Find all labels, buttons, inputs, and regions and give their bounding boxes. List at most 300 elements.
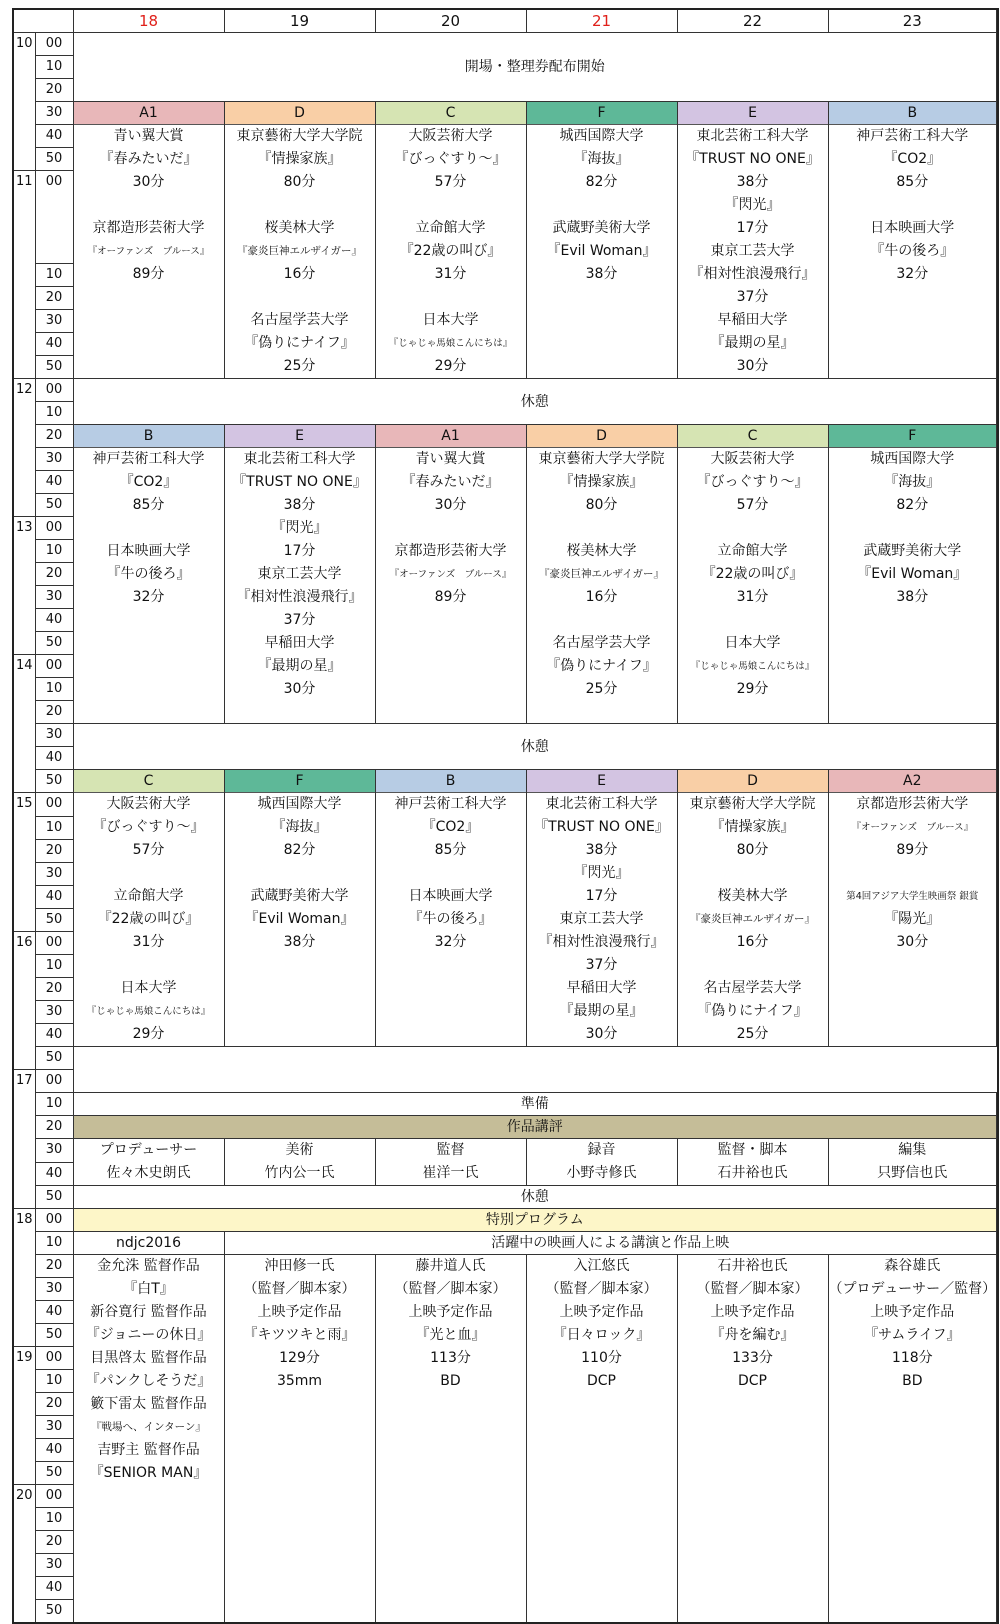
program-line: 57分 [736, 497, 769, 513]
program-line: 名古屋学芸大学 [552, 635, 651, 651]
program-block [375, 770, 526, 1047]
program-block [73, 425, 224, 724]
minute-label: 40 [35, 747, 73, 770]
program-line: 31分 [736, 589, 769, 605]
critic-name: 竹内公一氏 [264, 1165, 335, 1181]
program-line: 25分 [585, 681, 618, 697]
program-line: 『最期の星』 [559, 1003, 644, 1019]
program-line: 35mm [276, 1373, 323, 1389]
program-line: 『春みたいだ』 [99, 151, 198, 167]
program-line: 金允洙 監督作品 [97, 1258, 200, 1274]
program-line: 『Evil Woman』 [546, 243, 657, 259]
program-tag: A1 [74, 102, 224, 125]
program-line: （監督／脚本家） [545, 1281, 658, 1297]
program-line: 89分 [896, 842, 929, 858]
minute-label: 10 [35, 1370, 73, 1393]
program-line [829, 862, 997, 885]
program-tag: A1 [376, 425, 526, 448]
program-line: 30分 [434, 497, 467, 513]
critic-role: 監督・脚本 [717, 1142, 788, 1158]
program-line: 80分 [283, 174, 316, 190]
minute-label: 40 [35, 609, 73, 632]
minute-label: 00 [35, 793, 73, 817]
special-block [526, 1255, 677, 1624]
program-line: 東京藝術大学大学院 [689, 796, 816, 812]
program-line: 『Evil Woman』 [857, 566, 968, 582]
minute-label: 50 [35, 1462, 73, 1485]
program-line: 大阪芸術大学 [710, 451, 795, 467]
minute-label: 50 [35, 148, 73, 171]
program-line: 30分 [132, 174, 165, 190]
program-line: 日本大学 [422, 312, 479, 328]
program-line: 『相対性浪漫飛行』 [236, 589, 363, 605]
program-line: 32分 [896, 266, 929, 282]
critic-cell [375, 1139, 526, 1186]
minute-label: 10 [35, 264, 73, 287]
minute-label: 50 [35, 770, 73, 793]
critic-cell [828, 1139, 997, 1186]
program-line: 『情操家族』 [257, 151, 342, 167]
critic-name: 石井裕也氏 [717, 1165, 788, 1181]
schedule-table [12, 8, 999, 1624]
day-header: 18 [73, 9, 224, 33]
program-line: 『偽りにナイフ』 [546, 658, 657, 674]
program-tag: F [225, 770, 375, 793]
program-line: 『じゃじゃ馬娘こんにちは』 [86, 1006, 211, 1017]
program-line [225, 194, 375, 217]
program-line [74, 194, 224, 217]
program-line: 上映予定作品 [710, 1304, 795, 1320]
program-line: 85分 [896, 174, 929, 190]
program-line: 『偽りにナイフ』 [244, 335, 355, 351]
minute-label: 10 [35, 1508, 73, 1531]
program-line: 『最期の星』 [710, 335, 795, 351]
critique-banner: 作品講評 [73, 1116, 997, 1139]
program-line: 日本映画大学 [106, 543, 191, 559]
program-line: 25分 [736, 1026, 769, 1042]
program-line: 東京工芸大学 [559, 911, 644, 927]
minute-label: 30 [35, 862, 73, 885]
program-line: 57分 [132, 842, 165, 858]
program-line: 『びっぐすり〜』 [92, 819, 205, 835]
program-line: 『豪炎巨神エルザイガー』 [690, 913, 815, 925]
program-line: DCP [587, 1373, 616, 1389]
program-line: 『海抜』 [573, 151, 630, 167]
program-line: 神戸芸術工科大学 [856, 128, 969, 144]
program-line: 『オーファンズ ブルース』 [87, 246, 210, 257]
program-line: 『じゃじゃ馬娘こんにちは』 [388, 338, 513, 349]
critic-name: 只野信也氏 [877, 1165, 948, 1181]
program-line [376, 517, 526, 540]
program-line: 武蔵野美術大学 [863, 543, 962, 559]
program-line: 城西国際大学 [870, 451, 955, 467]
minute-label: 30 [35, 1416, 73, 1439]
minute-label: 00 [35, 1070, 73, 1093]
special-block [375, 1255, 526, 1624]
hour-label: 18 [13, 1209, 35, 1347]
minute-label: 00 [35, 1485, 73, 1508]
program-line: 上映予定作品 [257, 1304, 342, 1320]
minute-label: 50 [35, 632, 73, 655]
critic-role: 美術 [285, 1142, 314, 1158]
minute-label: 50 [35, 1600, 73, 1624]
program-line: 80分 [585, 497, 618, 513]
minute-label: 10 [35, 955, 73, 978]
program-line [678, 862, 828, 885]
program-block [224, 425, 375, 724]
program-line: 『TRUST NO ONE』 [685, 151, 820, 167]
program-line: 城西国際大学 [257, 796, 342, 812]
program-line: 早稲田大学 [264, 635, 335, 651]
minute-label: 20 [35, 287, 73, 310]
program-line: 16分 [283, 266, 316, 282]
lecture-banner: 活躍中の映画人による講演と作品上映 [224, 1232, 997, 1255]
program-tag: C [678, 425, 828, 448]
program-block [526, 770, 677, 1047]
minute-label: 20 [35, 1393, 73, 1416]
program-line: 82分 [585, 174, 618, 190]
program-line: 37分 [585, 957, 618, 973]
critic-role: プロデューサー [99, 1142, 198, 1158]
program-line: 『CO2』 [119, 474, 178, 490]
program-line: 『キツツキと雨』 [243, 1327, 356, 1343]
program-line: （プロデューサー／監督） [828, 1281, 997, 1297]
day-header: 22 [677, 9, 828, 33]
hour-label: 20 [13, 1485, 35, 1624]
program-line: 『びっぐすり〜』 [394, 151, 507, 167]
program-line: 118分 [891, 1350, 933, 1366]
program-line: 『サムライフ』 [864, 1327, 961, 1343]
minute-label: 50 [35, 356, 73, 379]
empty-row [997, 1577, 999, 1624]
program-line: 森谷雄氏 [884, 1258, 941, 1274]
special-banner: 特別プログラム [73, 1209, 997, 1232]
program-line: 『びっぐすり〜』 [696, 474, 809, 490]
minute-label: 20 [35, 425, 73, 448]
program-line: 『相対性浪漫飛行』 [689, 266, 816, 282]
program-line: 『牛の後ろ』 [408, 911, 493, 927]
program-block [828, 770, 997, 1047]
program-line: 『戦場へ、インターン』 [91, 1421, 206, 1433]
program-line: 『情操家族』 [559, 474, 644, 490]
program-line: 31分 [132, 934, 165, 950]
program-line: 上映予定作品 [408, 1304, 493, 1320]
critic-cell [224, 1139, 375, 1186]
critic-name: 崔洋一氏 [422, 1165, 479, 1181]
day-header: 19 [224, 9, 375, 33]
program-line: 日本映画大学 [870, 220, 955, 236]
program-line: 57分 [434, 174, 467, 190]
program-line: 『偽りにナイフ』 [697, 1003, 808, 1019]
program-line: 29分 [434, 358, 467, 374]
program-line: （監督／脚本家） [243, 1281, 356, 1297]
special-block [73, 1255, 224, 1624]
program-line: 38分 [283, 934, 316, 950]
program-line: 早稲田大学 [566, 980, 637, 996]
minute-label: 30 [35, 448, 73, 471]
program-line: 名古屋学芸大学 [703, 980, 802, 996]
minute-label: 40 [35, 1162, 73, 1186]
program-line: 17分 [736, 220, 769, 236]
program-line: 青い翼大賞 [415, 451, 486, 467]
program-block [828, 425, 997, 724]
program-tag: B [376, 770, 526, 793]
minute-label: 30 [35, 1554, 73, 1577]
program-line: 『白T』 [123, 1281, 174, 1297]
program-line [678, 609, 828, 632]
program-line: 東北芸術工科大学 [243, 451, 356, 467]
hour-label: 12 [13, 379, 35, 517]
program-line: 『豪炎巨神エルザイガー』 [539, 568, 664, 580]
program-line: 17分 [585, 888, 618, 904]
program-line: 日本映画大学 [408, 888, 493, 904]
program-line: 『牛の後ろ』 [870, 243, 955, 259]
program-line: 『最期の星』 [257, 658, 342, 674]
program-line [829, 517, 997, 540]
minute-label: 30 [35, 1278, 73, 1301]
program-line: 16分 [736, 934, 769, 950]
program-line: 29分 [132, 1026, 165, 1042]
program-line: 133分 [732, 1350, 773, 1366]
program-tag: E [225, 425, 375, 448]
minute-label: 20 [35, 978, 73, 1001]
minute-label: 20 [35, 1116, 73, 1139]
minute-label: 20 [35, 1255, 73, 1278]
program-line: 29分 [736, 681, 769, 697]
program-line: 『Evil Woman』 [244, 911, 355, 927]
program-line: 上映予定作品 [559, 1304, 644, 1320]
program-line: 30分 [736, 358, 769, 374]
program-line: 『春みたいだ』 [401, 474, 500, 490]
minute-label: 30 [35, 1001, 73, 1024]
program-tag: A2 [829, 770, 997, 793]
program-line: 『閃光』 [271, 520, 328, 536]
hour-label: 10 [13, 33, 35, 171]
program-block [828, 102, 997, 379]
corner-cell [13, 9, 73, 33]
minute-label: 00 [35, 33, 73, 56]
program-line: 32分 [434, 934, 467, 950]
program-line: 『SENIOR MAN』 [89, 1465, 208, 1481]
program-line: 『TRUST NO ONE』 [232, 474, 367, 490]
minute-label: 10 [35, 1093, 73, 1116]
program-line: 『豪炎巨神エルザイガー』 [237, 245, 362, 257]
program-line: 37分 [283, 612, 316, 628]
program-line: 日本大学 [724, 635, 781, 651]
minute-label: 00 [35, 379, 73, 402]
minute-label: 40 [35, 1024, 73, 1047]
program-line: 神戸芸術工科大学 [394, 796, 507, 812]
program-line [829, 194, 997, 217]
program-line: 『光と血』 [415, 1327, 486, 1343]
program-line: 桜美林大学 [717, 888, 788, 904]
program-line [225, 286, 375, 309]
program-line: 目黒啓太 監督作品 [90, 1350, 207, 1366]
program-tag: D [527, 425, 677, 448]
minute-label: 50 [35, 1186, 73, 1209]
program-line: 東北芸術工科大学 [696, 128, 809, 144]
minute-label: 00 [35, 171, 73, 264]
program-line: （監督／脚本家） [696, 1281, 809, 1297]
program-line: 129分 [279, 1350, 320, 1366]
ndjc-label: ndjc2016 [73, 1232, 224, 1255]
program-block [224, 102, 375, 379]
program-line: 立命館大学 [717, 543, 788, 559]
day-header: 23 [828, 9, 997, 33]
program-line: 『情操家族』 [710, 819, 795, 835]
program-line [376, 194, 526, 217]
program-line [376, 862, 526, 885]
program-line: 『相対性浪漫飛行』 [538, 934, 665, 950]
program-line [527, 609, 677, 632]
program-tag: E [678, 102, 828, 125]
minute-label: 50 [35, 1324, 73, 1347]
program-line: 第4回アジア大学生映画祭 銀賞 [846, 891, 979, 902]
program-line [527, 194, 677, 217]
program-line [527, 517, 677, 540]
minute-label: 30 [35, 724, 73, 747]
minute-label: 00 [35, 517, 73, 540]
program-line: 『じゃじゃ馬娘こんにちは』 [690, 661, 815, 672]
program-line: 『TRUST NO ONE』 [534, 819, 669, 835]
minute-label: 30 [35, 1139, 73, 1163]
program-line: 『日々ロック』 [552, 1327, 651, 1343]
minute-label: 20 [35, 1531, 73, 1554]
minute-label: 00 [35, 931, 73, 955]
program-line: 『陽光』 [884, 911, 941, 927]
program-line: 東京藝術大学大学院 [236, 128, 363, 144]
program-line: 『海抜』 [884, 474, 941, 490]
program-line: 京都造形芸術大学 [856, 796, 969, 812]
hour-label: 19 [13, 1347, 35, 1485]
program-line: 新谷寛行 監督作品 [90, 1304, 207, 1320]
hour-label: 14 [13, 655, 35, 793]
hour-label: 15 [13, 793, 35, 932]
program-tag: F [527, 102, 677, 125]
critic-cell [677, 1139, 828, 1186]
hour-label: 11 [13, 171, 35, 379]
program-line: 『CO2』 [883, 151, 942, 167]
minute-label: 10 [35, 540, 73, 563]
hour-label: 16 [13, 931, 35, 1070]
program-line: 大阪芸術大学 [106, 796, 191, 812]
program-tag: C [74, 770, 224, 793]
program-line: 82分 [283, 842, 316, 858]
program-line: 沖田修一氏 [264, 1258, 335, 1274]
minute-label: 00 [35, 655, 73, 678]
program-tag: B [829, 102, 997, 125]
minute-label: 50 [35, 908, 73, 931]
program-line: 30分 [896, 934, 929, 950]
open-banner: 開場・整理券配布開始 [73, 33, 997, 102]
minute-label: 40 [35, 471, 73, 494]
minute-label: 50 [35, 494, 73, 517]
program-block [224, 770, 375, 1047]
break-banner: 休憩 [73, 379, 997, 425]
program-line: 『海抜』 [271, 819, 328, 835]
program-line: 38分 [736, 174, 769, 190]
critic-cell [526, 1139, 677, 1186]
program-line [74, 954, 224, 977]
minute-label: 40 [35, 333, 73, 356]
minute-label: 10 [35, 402, 73, 425]
program-line: 『閃光』 [724, 197, 781, 213]
program-line: 89分 [434, 589, 467, 605]
program-line: 『オーファンズ ブルース』 [851, 822, 974, 833]
program-line: DCP [738, 1373, 767, 1389]
program-line [74, 517, 224, 540]
program-line: 25分 [283, 358, 316, 374]
program-line: 籔下雷太 監督作品 [90, 1396, 207, 1412]
program-block [375, 102, 526, 379]
program-line: 113分 [430, 1350, 471, 1366]
program-line [678, 954, 828, 977]
minute-label: 40 [35, 1577, 73, 1600]
program-line: 東京工芸大学 [710, 243, 795, 259]
program-line: 82分 [896, 497, 929, 513]
program-line [678, 517, 828, 540]
program-line: 31分 [434, 266, 467, 282]
hour-label: 17 [13, 1070, 35, 1209]
minute-label: 40 [35, 885, 73, 908]
program-line: 『22歳の叫び』 [97, 911, 200, 927]
program-line: 30分 [283, 681, 316, 697]
minute-label: 30 [35, 310, 73, 333]
program-line: 『閃光』 [573, 865, 630, 881]
program-line: 85分 [132, 497, 165, 513]
program-line: 『オーファンズ ブルース』 [389, 569, 512, 580]
minute-label: 20 [35, 79, 73, 102]
hour-label: 13 [13, 517, 35, 655]
minute-label: 20 [35, 701, 73, 724]
program-line: 吉野主 監督作品 [97, 1442, 200, 1458]
program-line: 武蔵野美術大学 [552, 220, 651, 236]
program-line: （監督／脚本家） [394, 1281, 507, 1297]
program-line: 桜美林大学 [566, 543, 637, 559]
program-tag: F [829, 425, 997, 448]
program-block [677, 102, 828, 379]
minute-label: 10 [35, 816, 73, 839]
prep-banner: 準備 [73, 1093, 997, 1116]
program-block [526, 425, 677, 724]
program-line: 大阪芸術大学 [408, 128, 493, 144]
program-line: 38分 [585, 842, 618, 858]
program-block [526, 102, 677, 379]
program-line: BD [902, 1373, 923, 1389]
program-line: 武蔵野美術大学 [250, 888, 349, 904]
program-line: 石井裕也氏 [717, 1258, 788, 1274]
day-header: 21 [526, 9, 677, 33]
program-line: 入江悠氏 [573, 1258, 630, 1274]
program-line: 37分 [736, 289, 769, 305]
program-line: 『牛の後ろ』 [106, 566, 191, 582]
program-line: 立命館大学 [415, 220, 486, 236]
program-line: 名古屋学芸大学 [250, 312, 349, 328]
program-block [73, 770, 224, 1047]
program-line [74, 862, 224, 885]
program-tag: D [678, 770, 828, 793]
program-line: 『22歳の叫び』 [399, 243, 502, 259]
program-line: 30分 [585, 1026, 618, 1042]
program-line: 上映予定作品 [870, 1304, 955, 1320]
special-block [224, 1255, 375, 1624]
special-block [828, 1255, 997, 1624]
program-tag: E [527, 770, 677, 793]
minute-label: 30 [35, 586, 73, 609]
program-line: 『CO2』 [421, 819, 480, 835]
special-block [677, 1255, 828, 1624]
minute-label: 20 [35, 839, 73, 862]
